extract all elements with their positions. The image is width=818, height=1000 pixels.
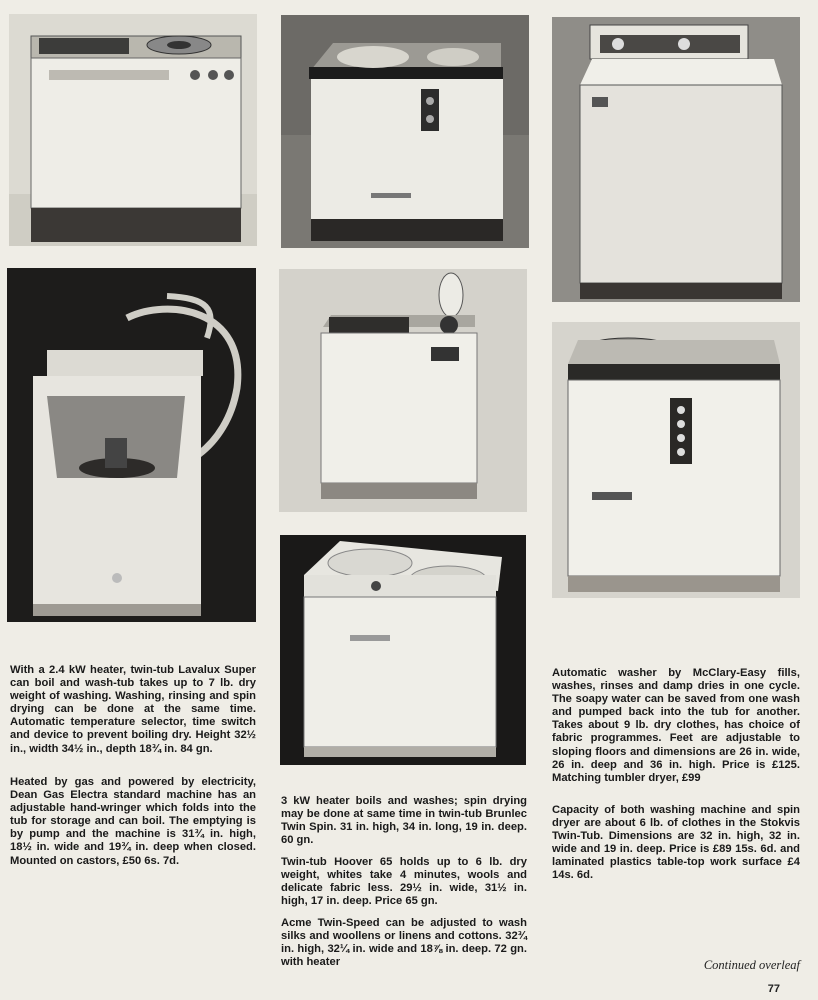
caption-lavalux: With a 2.4 kW heater, twin-tub Lavalux Super can boil and wash-tub takes up to 7 lb. dry weight of washing. Washing, rinsing and spin drying can be done at the same time. Automatic temperature selector, time switch and device to prevent boiling dry. Height 32½ in., width 34½ in., depth 18¾ in. 84 gn. xyxy=(10,664,256,755)
photo-stokvis xyxy=(552,322,800,598)
photo-acme xyxy=(280,535,526,765)
caption-brunlec: 3 kW heater boils and washes; spin drying may be done at same time in twin-tub Brunlec Twin Spin. 31 in. high, 34 in. long, 19 in. deep. 60 gn. xyxy=(281,795,527,847)
brunlec-machine-image xyxy=(281,15,529,248)
page-number: 77 xyxy=(767,983,780,995)
caption-acme: Acme Twin-Speed can be adjusted to wash silks and woollens or linens and cottons. 32¾ in. high, 32¼ in. wide and 18⅞ in. deep. 72 gn. with heater xyxy=(281,917,527,969)
caption-stokvis: Capacity of both washing machine and spin dryer are about 6 lb. of clothes in the Stokvis Twin-Tub. Dimensions are 32 in. high, 32 in. wide and 19 in. deep. Price is £89 15s. 6d. and laminated plastics table-top work surface £4 14s. 6d. xyxy=(552,804,800,882)
caption-hoover: Twin-tub Hoover 65 holds up to 6 lb. dry weight, whites take 4 minutes, wools and delicate fabric less. 29½ in. wide, 31½ in. high, 17 in. deep. Price 65 gn. xyxy=(281,856,527,908)
hoover-machine-image xyxy=(279,269,527,512)
dean-machine-image xyxy=(7,268,256,622)
mcclary-machine-image xyxy=(552,17,800,302)
stokvis-machine-image xyxy=(552,322,800,598)
continued-overleaf-note: Continued overleaf xyxy=(703,958,800,972)
photo-lavalux xyxy=(9,14,257,246)
photo-dean xyxy=(7,268,256,622)
caption-mcclary: Automatic washer by McClary-Easy fills, washes, rinses and damp dries in one cycle. The soapy water can be saved from one wash and pumped back into the tub for another. Takes about 9 lb. dry clothes, has choice of fabric programmes. Feet are adjustable to sloping floors and dimensions are 26 in. wide, 26 in. deep and 36 in. high. Price is £125. Matching tumbler dryer, £99 xyxy=(552,667,800,784)
photo-mcclary xyxy=(552,17,800,302)
photo-brunlec xyxy=(281,15,529,248)
photo-hoover xyxy=(279,269,527,512)
lavalux-machine-image xyxy=(9,14,257,246)
caption-dean: Heated by gas and powered by electricity, Dean Gas Electra standard machine has an adjustable hand-wringer which folds into the tub for storage and can boil. The emptying is by pump and the machine is 31¾ in. high, 18½ in. wide and 19¾ in. deep when closed. Mounted on castors, £50 6s. 7d. xyxy=(10,776,256,867)
acme-machine-image xyxy=(280,535,526,765)
